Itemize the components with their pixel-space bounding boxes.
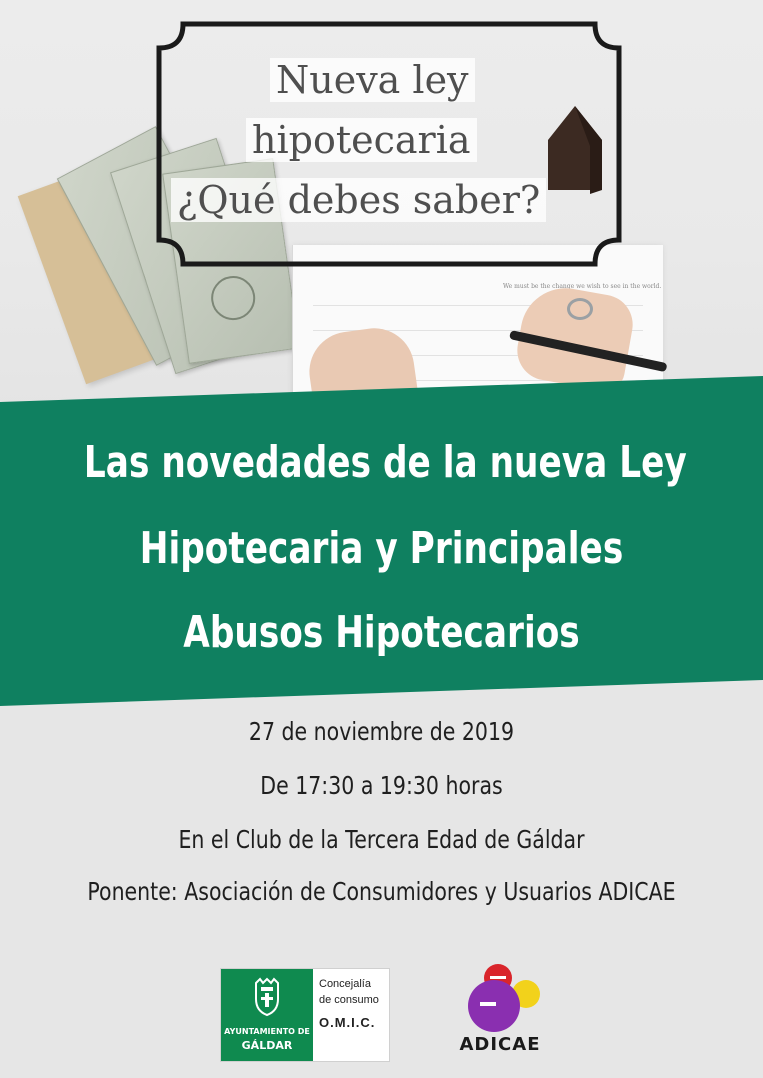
event-place: En el Club de la Tercera Edad de Gáldar bbox=[178, 825, 585, 854]
title-line-1: Nueva ley bbox=[270, 58, 475, 102]
notebook-scribble: We must be the change we wish to see in the world. bbox=[503, 283, 662, 290]
coat-of-arms-icon bbox=[252, 977, 282, 1017]
headline-line-3: Abusos Hipotecarios bbox=[183, 607, 580, 658]
title-line-2: hipotecaria bbox=[246, 118, 477, 162]
event-time: De 17:30 a 19:30 horas bbox=[260, 771, 503, 800]
galdar-label: GÁLDAR bbox=[241, 1039, 293, 1052]
headline-line-1: Las novedades de la nueva Ley bbox=[83, 437, 687, 488]
event-speaker: Ponente: Asociación de Consumidores y Usuarios ADICAE bbox=[87, 877, 676, 906]
omic-label: O.M.I.C. bbox=[319, 1015, 376, 1030]
event-date: 27 de noviembre de 2019 bbox=[248, 717, 515, 746]
ayuntamiento-galdar-logo bbox=[220, 968, 390, 1062]
consumo-label: de consumo bbox=[319, 994, 379, 1006]
title-line-3: ¿Qué debes saber? bbox=[171, 178, 546, 222]
ayuntamiento-green-block bbox=[221, 969, 313, 1061]
ayuntamiento-label: AYUNTAMIENTO DE bbox=[224, 1027, 310, 1036]
concejalia-label: Concejalía bbox=[319, 978, 371, 990]
adicae-label: ADICAE bbox=[459, 1034, 541, 1055]
headline-line-2: Hipotecaria y Principales bbox=[139, 523, 624, 574]
